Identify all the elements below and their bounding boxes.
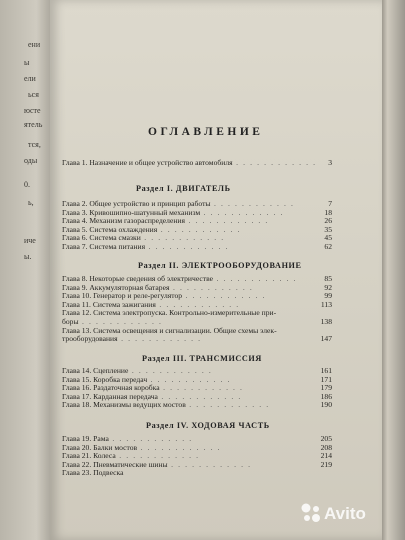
toc-leader-dots: . . . . . . . . . . . .: [232, 158, 317, 167]
toc-entry: [62, 274, 332, 283]
toc-entry-label: Глава 22. Пневматические шины: [62, 460, 168, 469]
toc-leader-dots: . . . . . . . . . . . .: [185, 400, 270, 409]
left-page-fragment: тся,: [28, 140, 41, 149]
toc-page-number: 99: [324, 291, 332, 300]
section-heading: Раздел IV. ХОДОВАЯ ЧАСТЬ: [146, 421, 270, 430]
toc-entry: [62, 366, 332, 375]
toc-entry-label: Глава 19. Рама: [62, 434, 109, 443]
avito-watermark: [300, 502, 400, 526]
toc-entry-label: Глава 1. Назначение и общее устройство автомобиля: [62, 158, 233, 167]
toc-entry: [62, 334, 332, 343]
toc-page-number: 214: [320, 451, 332, 460]
toc-entry-label: Глава 16. Раздаточная коробка: [62, 383, 160, 392]
toc-page-number: 18: [324, 208, 332, 217]
toc-page-number: 147: [320, 334, 332, 343]
toc-entry-label: Глава 14. Сцепление: [62, 366, 129, 375]
right-page-edge: [380, 0, 405, 540]
left-page-fragment: оды: [24, 156, 38, 165]
toc-page-number: 7: [328, 199, 332, 208]
toc-entry-label: Глава 6. Система смазки: [62, 233, 141, 242]
left-page-fragment: юсте: [24, 106, 41, 115]
toc-entry: [62, 468, 332, 477]
toc-page-number: 190: [320, 400, 332, 409]
toc-entry: [62, 233, 332, 242]
toc-page-number: 161: [320, 366, 332, 375]
left-page-fragment: ятель: [24, 120, 43, 129]
toc-entry: [62, 158, 332, 167]
left-page: [0, 0, 52, 540]
toc-page-number: 45: [324, 233, 332, 242]
toc-leader-dots: . . . . . . . . . . . .: [78, 317, 163, 326]
toc-entry-label: Глава 8. Некоторые сведения об электричестве: [62, 274, 213, 283]
toc-entry: [62, 400, 332, 409]
toc-entry-label: Глава 3. Кривошипно-шатунный механизм: [62, 208, 201, 217]
toc-entry-label: Глава 23. Подвеска: [62, 468, 124, 477]
toc-page-number: 138: [320, 317, 332, 326]
toc-leader-dots: . . . . . . . . . . . .: [212, 274, 297, 283]
toc-leader-dots: . . . . . . . . . . . .: [155, 300, 240, 309]
toc-entry: [62, 451, 332, 460]
toc-leader-dots: . . . . . . . . . . . .: [137, 443, 222, 452]
toc-entry-label: Глава 21. Колеса: [62, 451, 116, 460]
toc-entry-label: Глава 11. Система зажигания: [62, 300, 156, 309]
avito-logo-icon: [300, 502, 322, 524]
toc-entry-label: Глава 4. Механизм газораспределения: [62, 216, 185, 225]
section-heading: Раздел II. ЭЛЕКТРООБОРУДОВАНИЕ: [138, 261, 302, 270]
watermark-text: Avito: [324, 504, 366, 523]
toc-leader-dots: . . . . . . . . . . . .: [128, 366, 213, 375]
toc-entry: [62, 434, 332, 443]
toc-entry-label: Глава 15. Коробка передач: [62, 375, 148, 384]
toc-leader-dots: . . . . . . . . . . . .: [184, 216, 269, 225]
toc-entry-label: боры: [62, 317, 79, 326]
toc-page-number: 92: [324, 283, 332, 292]
toc-page-number: 85: [324, 274, 332, 283]
toc-leader-dots: . . . . . . . . . . . .: [159, 383, 244, 392]
toc-leader-dots: . . . . . . . . . . . .: [117, 334, 202, 343]
toc-leader-dots: . . . . . . . . . . . .: [145, 242, 230, 251]
left-page-fragment: ели: [24, 74, 36, 83]
toc-entry-label: Глава 17. Карданная передача: [62, 392, 158, 401]
toc-leader-dots: . . . . . . . . . . . .: [182, 291, 267, 300]
toc-entry: [62, 383, 332, 392]
left-page-fragment: ени: [28, 40, 41, 49]
toc-entry-label: Глава 5. Система охлаждения: [62, 225, 158, 234]
toc-entry-label: Глава 13. Система освещения и сигнализации. Общие схемы элек-: [62, 326, 277, 335]
left-page-fragment: ь,: [28, 198, 34, 207]
toc-page-number: 62: [324, 242, 332, 251]
left-page-fragment: иче: [24, 236, 36, 245]
toc-page-number: 26: [324, 216, 332, 225]
toc-page-number: 3: [328, 158, 332, 167]
toc-leader-dots: . . . . . . . . . . . .: [115, 451, 200, 460]
toc-leader-dots: . . . . . . . . . . . .: [157, 392, 242, 401]
toc-page-number: 208: [320, 443, 332, 452]
toc-page-number: 35: [324, 225, 332, 234]
toc-entry: [62, 317, 332, 326]
toc-leader-dots: . . . . . . . . . . . .: [108, 434, 193, 443]
toc-leader-dots: . . . . . . . . . . . .: [167, 460, 252, 469]
toc-page-number: 205: [320, 434, 332, 443]
toc-title: ОГЛАВЛЕНИЕ: [148, 126, 264, 138]
toc-entry: [62, 199, 332, 208]
toc-entry: [62, 216, 332, 225]
left-page-fragment: 0.: [24, 180, 30, 189]
toc-page-number: 171: [320, 375, 332, 384]
toc-leader-dots: . . . . . . . . . . . .: [147, 375, 232, 384]
toc-entry: [62, 291, 332, 300]
toc-page-number: 186: [320, 392, 332, 401]
left-page-fragment: ься: [28, 90, 39, 99]
toc-leader-dots: . . . . . . . . . . . .: [210, 199, 295, 208]
toc-entry-label: Глава 7. Система питания: [62, 242, 146, 251]
section-heading: Раздел III. ТРАНСМИССИЯ: [142, 354, 262, 363]
book-page: [50, 0, 382, 540]
toc-page-number: 113: [320, 300, 332, 309]
left-page-fragment: ы.: [24, 252, 32, 261]
toc-entry-label: Глава 9. Аккумуляторная батарея: [62, 283, 170, 292]
toc-leader-dots: . . . . . . . . . . . .: [157, 225, 242, 234]
toc-entry: [62, 308, 332, 317]
toc-leader-dots: . . . . . . . . . . . .: [200, 208, 285, 217]
left-page-fragment: ы: [24, 58, 30, 67]
toc-entry: [62, 242, 332, 251]
toc-entry-label: Глава 20. Балки мостов: [62, 443, 138, 452]
toc-entry-label: Глава 2. Общее устройство и принцип работы: [62, 199, 211, 208]
toc-entry-label: трооборудования: [62, 334, 118, 343]
toc-entry-label: Глава 10. Генератор и реле-регулятор: [62, 291, 183, 300]
toc-entry-label: Глава 18. Механизмы ведущих мостов: [62, 400, 186, 409]
section-heading: Раздел I. ДВИГАТЕЛЬ: [136, 184, 231, 193]
toc-leader-dots: . . . . . . . . . . . .: [169, 283, 254, 292]
toc-page-number: 179: [320, 383, 332, 392]
toc-page-number: 219: [320, 460, 332, 469]
toc-leader-dots: . . . . . . . . . . . .: [140, 233, 225, 242]
toc-entry-label: Глава 12. Система электропуска. Контрольно-измерительные при-: [62, 308, 277, 317]
